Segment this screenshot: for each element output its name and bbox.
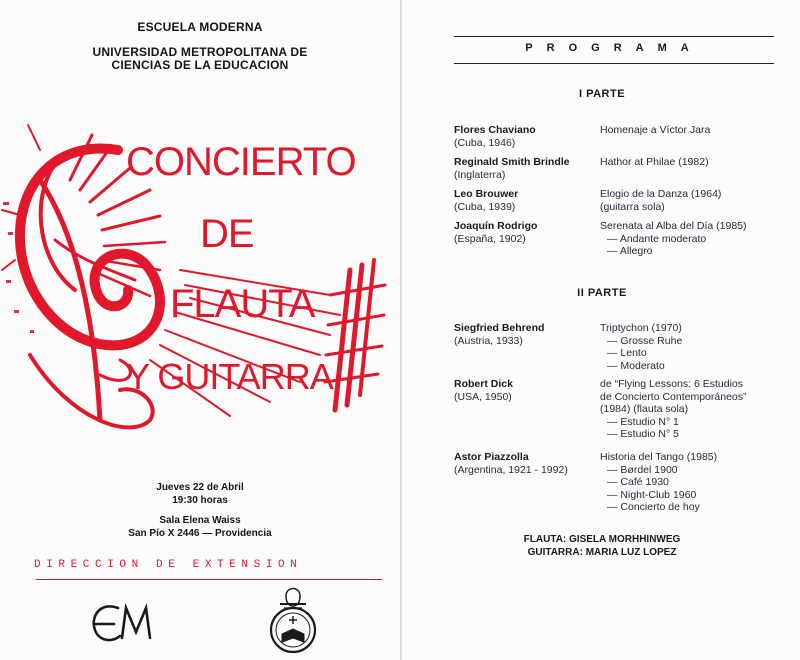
performer-flauta: FLAUTA: GISELA MORHHINWEG	[523, 534, 681, 545]
em-logo-text: EM	[124, 648, 126, 649]
school-name: ESCUELA MODERNA	[137, 20, 263, 34]
movement: — Night-Club 1960	[607, 488, 697, 501]
performer-guitarra: GUITARRA: MARIA LUZ LOPEZ	[527, 547, 677, 558]
composer-origin: (Argentina, 1921 - 1992)	[454, 463, 568, 476]
composer-origin: (España, 1902)	[454, 232, 526, 245]
divider	[36, 579, 382, 580]
composer-name: Leo Brouwer	[454, 188, 519, 200]
composer-origin: (Cuba, 1939)	[454, 200, 516, 213]
composer-origin: (Cuba, 1946)	[454, 136, 516, 149]
movement: — Moderato	[607, 359, 665, 372]
work-title: Homenaje a Víctor Jara	[600, 124, 711, 136]
em-logo	[88, 594, 162, 650]
program-panel	[400, 0, 800, 660]
composer-origin: (USA, 1950)	[454, 390, 512, 403]
title-line-flauta: FLAUTA	[170, 282, 315, 326]
title-line-de: DE	[200, 212, 254, 256]
work-title: Triptychon (1970)	[600, 322, 682, 334]
movement: — Café 1930	[607, 476, 669, 488]
movement: — Andante moderato	[607, 232, 707, 245]
title-line-guitarra: Y GUITARRA	[126, 356, 333, 397]
concert-date: Jueves 22 de Abril	[156, 482, 244, 493]
movement: — Concierto de hoy	[607, 501, 700, 513]
composer-name: Joaquín Rodrigo	[454, 220, 538, 232]
concert-time: 19:30 horas	[172, 495, 228, 506]
movement: — Grosse Ruhe	[607, 334, 683, 347]
title-line-concierto: CONCIERTO	[126, 140, 356, 184]
venue-name: Sala Elena Waiss	[159, 515, 241, 526]
work-title: Elogio de la Danza (1964)	[600, 188, 722, 200]
composer-name: Siegfried Behrend	[454, 322, 545, 334]
composer-name: Robert Dick	[454, 378, 513, 390]
composer-name: Flores Chaviano	[454, 124, 536, 136]
composer-origin: (Inglaterra)	[454, 168, 506, 181]
university-line-2: CIENCIAS DE LA EDUCACION	[111, 58, 289, 72]
parte-1-heading: I PARTE	[578, 88, 626, 100]
movement: — Estudio N° 1	[607, 415, 679, 428]
parte-2-heading: II PARTE	[577, 287, 627, 299]
movement: — Allegro	[607, 245, 653, 257]
university-line-1: UNIVERSIDAD METROPOLITANA DE	[92, 45, 308, 59]
divider	[454, 36, 774, 37]
direccion-de-extension: DIRECCION DE EXTENSION	[34, 559, 303, 571]
movement: — Lento	[607, 347, 647, 359]
work-title: Serenata al Alba del Día (1985)	[600, 220, 747, 232]
work-title: de Concierto Contemporáneos”	[600, 390, 747, 403]
composer-origin: (Austria, 1933)	[454, 334, 523, 347]
composer-name: Reginald Smith Brindle	[454, 156, 570, 168]
programa-heading: PROGRAMA	[525, 42, 703, 54]
movement: — Estudio N° 5	[607, 428, 679, 440]
work-title: Hathor at Philae (1982)	[600, 156, 709, 168]
work-title: (1984) (flauta sola)	[600, 403, 689, 415]
movement: — Børdel 1900	[607, 463, 678, 476]
composer-name: Astor Piazzolla	[454, 451, 529, 463]
venue-address: San Pío X 2446 — Providencia	[128, 528, 272, 539]
work-title: de “Flying Lessons: 6 Estudios	[600, 378, 743, 390]
divider	[454, 63, 774, 64]
work-note: (guitarra sola)	[600, 200, 665, 213]
university-seal-icon	[262, 582, 324, 656]
work-title: Historia del Tango (1985)	[600, 451, 718, 463]
